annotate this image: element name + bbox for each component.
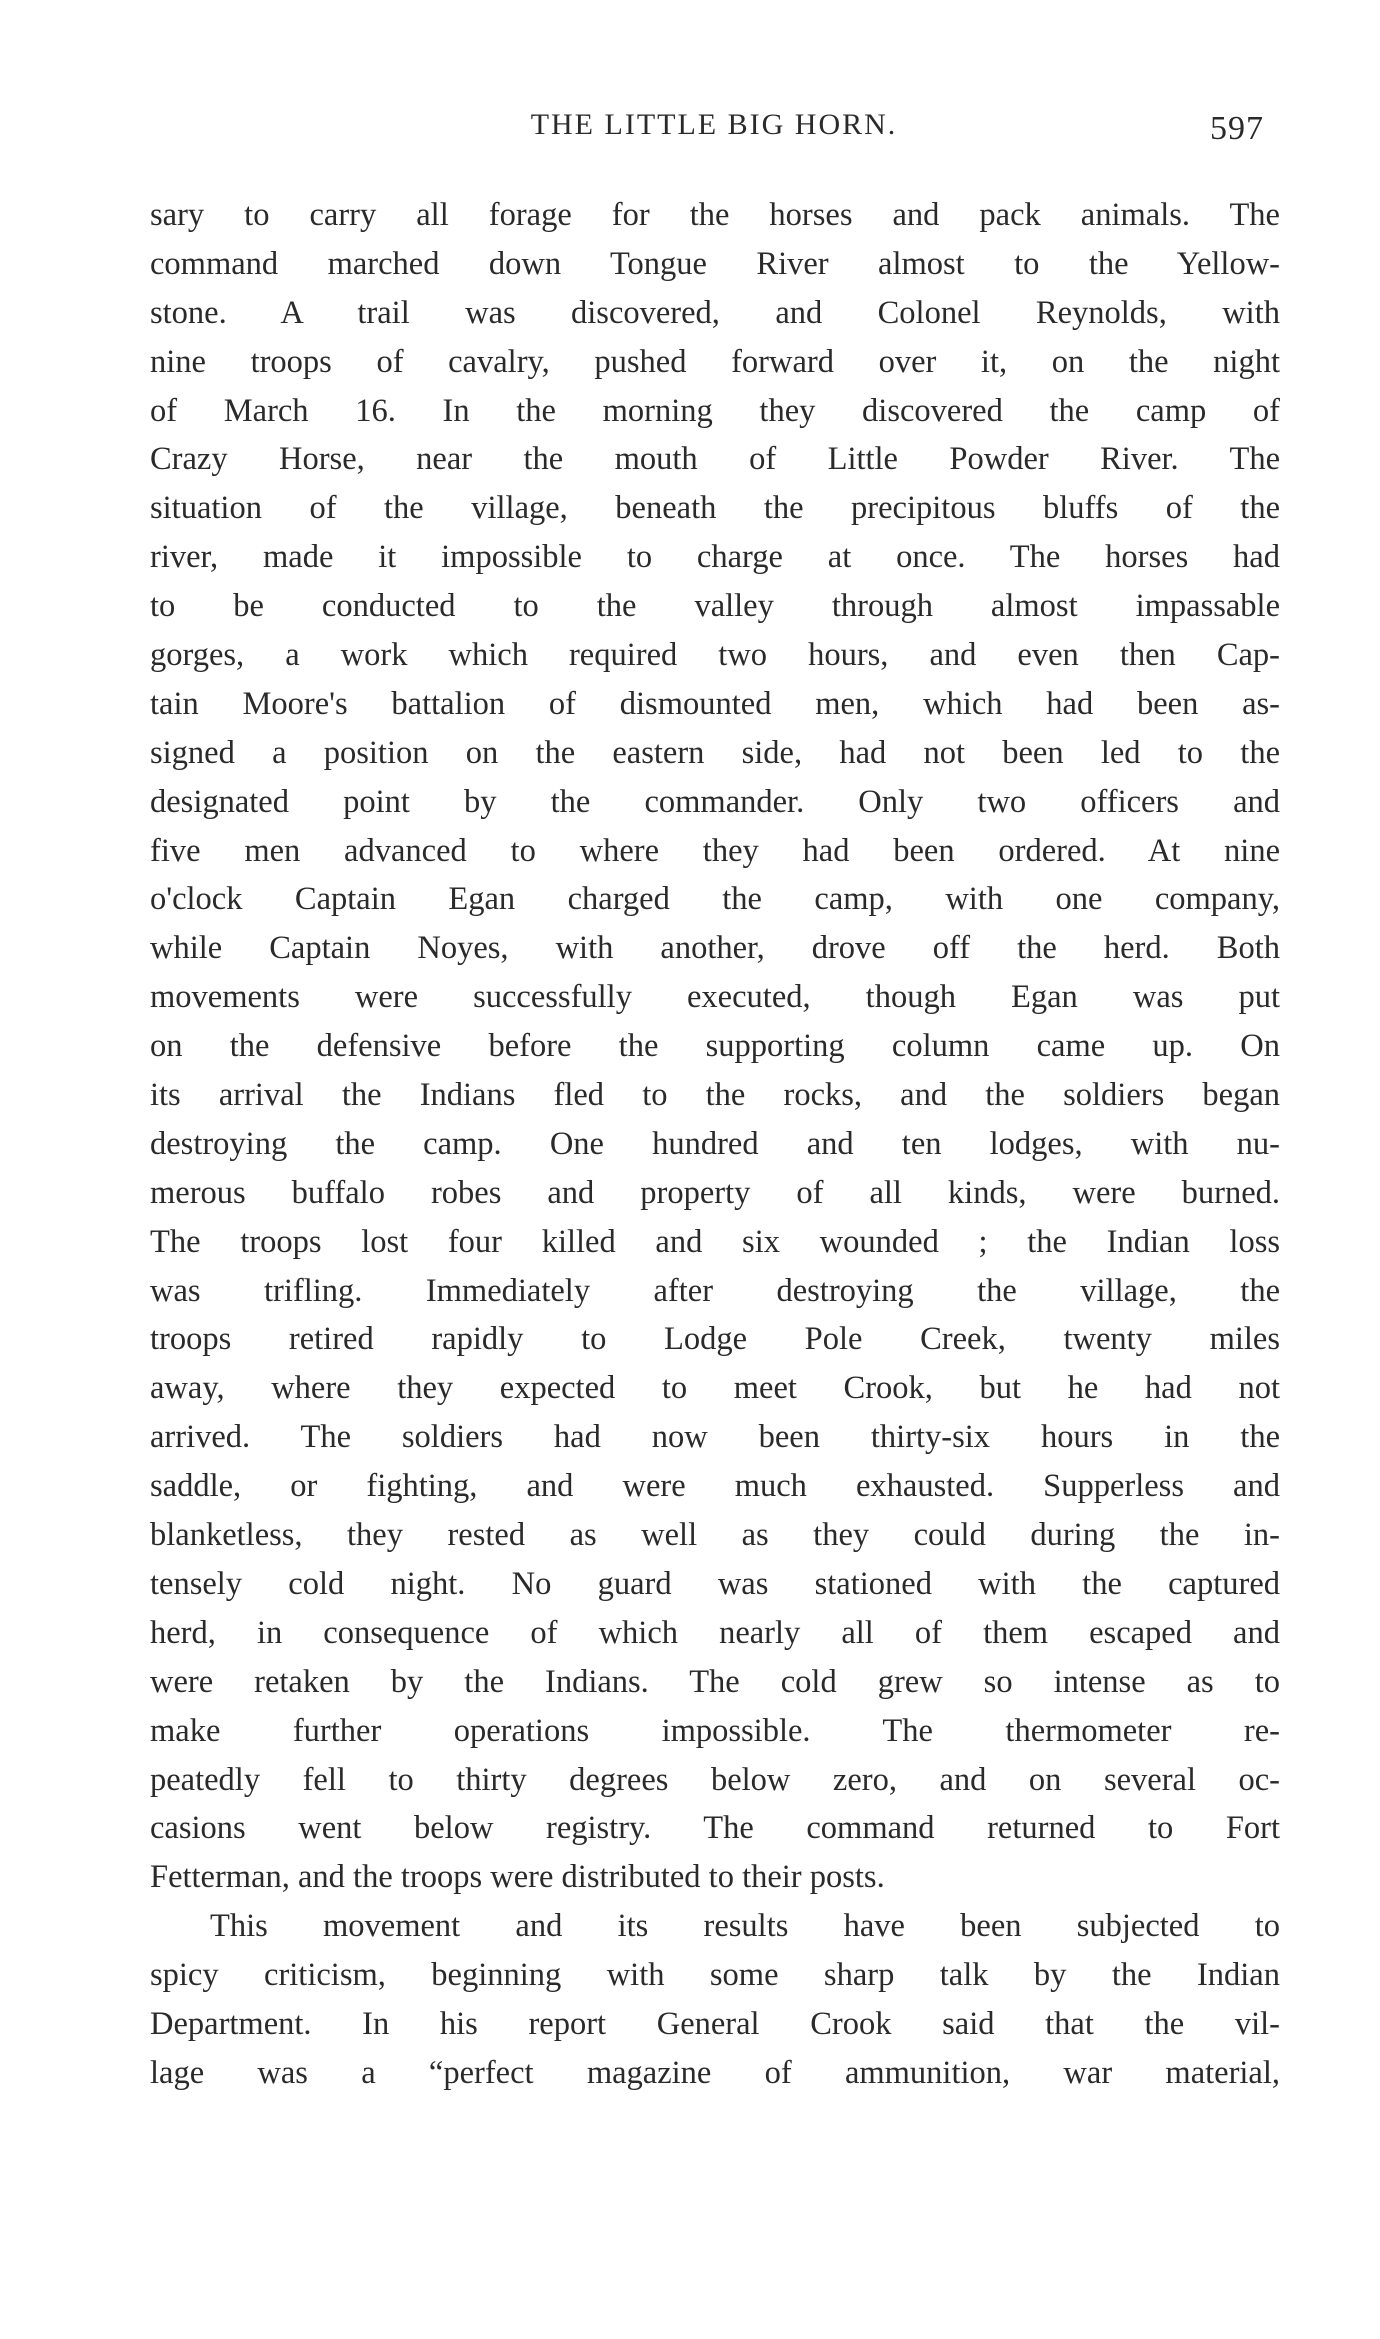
text-line: blanketless, they rested as well as they could during the in-: [150, 1517, 1280, 1554]
text-line: five men advanced to where they had been ordered. At nine: [150, 832, 1280, 869]
text-line: Crazy Horse, near the mouth of Little Powder River. The: [150, 441, 1280, 478]
text-line: o'clock Captain Egan charged the camp, with one company,: [150, 881, 1280, 918]
text-line: movements were successfully executed, though Egan was put: [150, 979, 1280, 1016]
text-line: were retaken by the Indians. The cold grew so intense as to: [150, 1663, 1280, 1700]
text-line: on the defensive before the supporting column came up. On: [150, 1028, 1280, 1065]
text-line: signed a position on the eastern side, had not been led to the: [150, 734, 1280, 771]
text-line: saddle, or fighting, and were much exhausted. Supperless and: [150, 1468, 1280, 1505]
text-line: arrived. The soldiers had now been thirty-six hours in the: [150, 1419, 1280, 1456]
text-line: was trifling. Immediately after destroying the village, the: [150, 1272, 1280, 1309]
text-line: tain Moore's battalion of dismounted men, which had been as-: [150, 685, 1280, 722]
text-line: This movement and its results have been subjected to: [210, 1908, 1280, 1945]
running-head-title: THE LITTLE BIG HORN.: [530, 108, 898, 141]
text-line: while Captain Noyes, with another, drove off the herd. Both: [150, 930, 1280, 967]
text-line: river, made it impossible to charge at once. The horses had: [150, 539, 1280, 576]
text-line: situation of the village, beneath the precipitous bluffs of the: [150, 490, 1280, 527]
text-line: command marched down Tongue River almost to the Yellow-: [150, 245, 1280, 282]
text-line: casions went below registry. The command returned to Fort: [150, 1810, 1280, 1847]
paragraph: [150, 1902, 1280, 2098]
text-line: lage was a “perfect magazine of ammunition, war material,: [150, 2054, 1280, 2091]
text-line: of March 16. In the morning they discovered the camp of: [150, 392, 1280, 429]
text-line: stone. A trail was discovered, and Colonel Reynolds, with: [150, 294, 1280, 331]
text-line: its arrival the Indians fled to the rocks, and the soldiers began: [150, 1077, 1280, 1114]
text-line: gorges, a work which required two hours, and even then Cap-: [150, 637, 1280, 674]
text-line: peatedly fell to thirty degrees below zero, and on several oc-: [150, 1761, 1280, 1798]
text-line: spicy criticism, beginning with some sharp talk by the Indian: [150, 1957, 1280, 1994]
text-line: to be conducted to the valley through almost impassable: [150, 588, 1280, 625]
text-line: make further operations impossible. The thermometer re-: [150, 1712, 1280, 1749]
running-head: [150, 104, 1278, 154]
text-line: herd, in consequence of which nearly all of them escaped and: [150, 1614, 1280, 1651]
text-line: Department. In his report General Crook said that the vil-: [150, 2005, 1280, 2042]
text-line: nine troops of cavalry, pushed forward over it, on the night: [150, 343, 1280, 380]
text-line: away, where they expected to meet Crook, but he had not: [150, 1370, 1280, 1407]
page-number: 597: [1210, 110, 1264, 147]
text-line: The troops lost four killed and six wounded ; the Indian loss: [150, 1223, 1280, 1260]
text-line: Fetterman, and the troops were distributed to their posts.: [150, 1859, 885, 1896]
text-line: merous buffalo robes and property of all kinds, were burned.: [150, 1174, 1280, 1211]
text-line: sary to carry all forage for the horses and pack animals. The: [150, 197, 1280, 233]
text-line: designated point by the commander. Only two officers and: [150, 783, 1280, 820]
text-line: tensely cold night. No guard was stationed with the captured: [150, 1565, 1280, 1602]
text-line: troops retired rapidly to Lodge Pole Creek, twenty miles: [150, 1321, 1280, 1358]
paragraph: [150, 191, 1280, 1902]
body-text: [150, 191, 1280, 2098]
text-line: destroying the camp. One hundred and ten lodges, with nu-: [150, 1125, 1280, 1162]
